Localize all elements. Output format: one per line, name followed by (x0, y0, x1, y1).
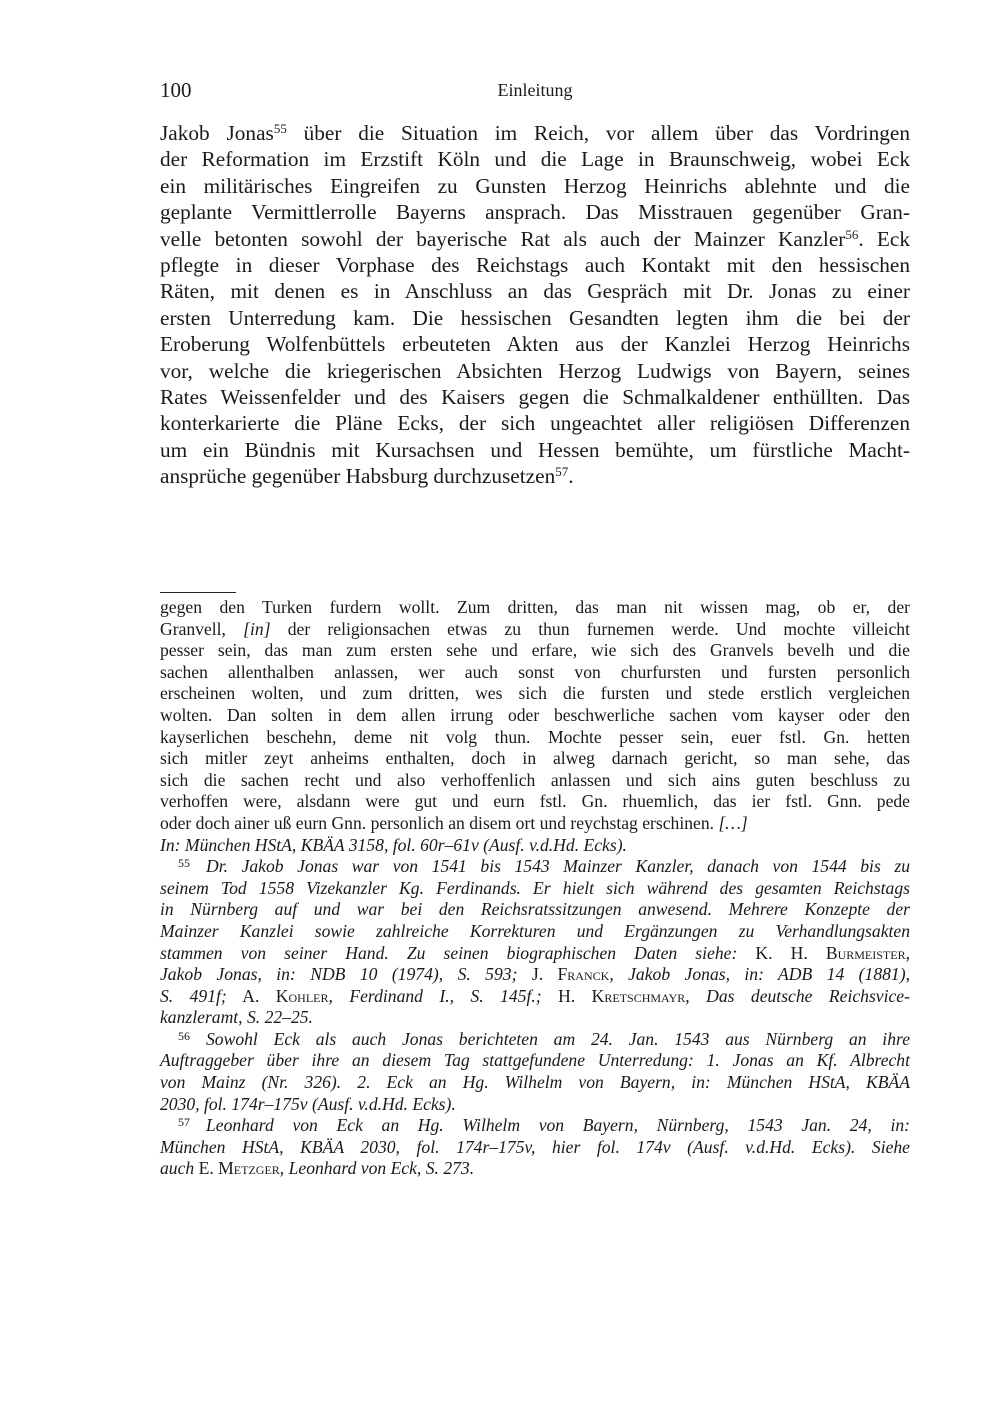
text-line: Räten, mit denen es in Anschluss an das Gespräch mit Dr. Jonas zu einer (160, 279, 910, 304)
footnote-56: 56 Sowohl Eck als auch Jonas berichteten am 24. Jan. 1543 aus Nürnberg an ihre Auftraggeber über ihre an diesem Tag stattgefundene Unterredung: 1. Jonas an Kf. Albrecht von Mainz (Nr. 326). 2. Eck an Hg. Wilhelm von Bayern, in: München HStA, KBÄA 2030, fol. 174r–175v (Ausf. v.d.Hd. Ecks). (160, 1028, 910, 1114)
footnote-ref-57[interactable]: 57 (555, 464, 569, 480)
footnote-ref-55[interactable]: 55 (273, 121, 287, 136)
main-text (160, 120, 910, 489)
text-line: geplante Vermittlerrolle Bayerns ansprach. Das Misstrauen gegenüber Gran- (160, 200, 910, 225)
text-line: vor, welche die kriegerischen Absichten Herzog Ludwigs von Bayern, seines (160, 358, 910, 383)
footnote-ref-56[interactable]: 56 (845, 226, 859, 242)
text-line: konterkarierte die Pläne Ecks, der sich ungeachtet aller religiösen Differenzen (160, 411, 910, 436)
text-line: pflegte in dieser Vorphase des Reichstags auch Kontakt mit den hessischen (160, 252, 910, 277)
page-number: 100 (160, 78, 192, 102)
text-line: der Reformation im Erzstift Köln und die Lage in Braunschweig, wobei Eck (160, 147, 910, 172)
footnote-57: 57 Leonhard von Eck an Hg. Wilhelm von Bayern, Nürnberg, 1543 Jan. 24, in: München HStA, KBÄA 2030, fol. 174r–175v, hier fol. 174v (Ausf. v.d.Hd. Ecks). Siehe auch E. Metzger, Leonhard von Eck, S. 273. (160, 1115, 910, 1179)
text-line: ein militärisches Eingreifen zu Gunsten Herzog Heinrichs ablehnte und die (160, 173, 910, 198)
text-line: ersten Unterredung kam. Die hessischen Gesandten legten ihm die bei der (160, 305, 910, 330)
text-line: Eroberung Wolfenbüttels erbeuteten Akten aus der Kanzlei Herzog Heinrichs (160, 332, 910, 357)
text-line: Rates Weissenfelder und des Kaisers gegen die Schmalkaldener enthüllten. Das (160, 384, 910, 409)
text-line: Jakob Jonas$^{55}$ über die Situation im Reich, vor allem über das Vordringen (160, 121, 910, 145)
footnote-continuation: gegen den Turken furdern wollt. Zum dritten, das man nit wissen mag, ob er, der Granvell, [in] der religionsachen etwas zu thun furnemen werde. Und mochte villeicht pesser sein, das man zum ersten sehe und erfare, wie sich des Granvels bevelh und die sachen allenthalben anlassen, wer auch sonst von churfursten und fursten personlich erscheinen wolten, und zum dritten, wes sich die fursten und stede erstlich vergleichen wolten. Dan solten in dem allen irrung oder beschwerliche sachen vom kayser oder den kayserlichen beschehn, deme nit volg thun. Mochte pesser sein, euer fstl. Gn. hetten sich mitler zeyt anheims enthalten, doch in alweg darnach gericht, so man sehe, das sich die sachen recht und also verhoffenlich anlassen und sich ains guten beschluss zu verhoffen were, alsdann were gut und eurn fstl. Gn. rhuemlich, das ier fstl. Gnn. pede oder doch ainer uß eurn Gnn. personlich an disem ort und reychstag erschinen. […] In: München HStA, KBÄA 3158, fol. 60r–61v (Ausf. v.d.Hd. Ecks). (160, 597, 910, 855)
footnotes (160, 597, 910, 1180)
text-line: um ein Bündnis mit Kursachsen und Hessen bemühte, um fürstliche Macht- (160, 437, 910, 462)
footnote-55: 55 Dr. Jakob Jonas war von 1541 bis 1543 Mainzer Kanzler, danach von 1544 bis zu seinem Tod 1558 Vizekanzler Kg. Ferdinands. Er hielt sich während des gesamten Reichstags in Nürnberg auf und war bei den Reichsratssitzungen anwesend. Mehrere Konzepte der Mainzer Kanzlei sowie zahlreiche Korrekturen und Ergänzungen zu Verhandlungsakten stammen von seiner Hand. Zu seinen biographischen Daten siehe: K. H. Burmeister, Jakob Jonas, in: NDB 10 (1974), S. 593; J. Franck, Jakob Jonas, in: ADB 14 (1881), S. 491f; A. Kohler, Ferdinand I., S. 145f.; H. Kretschmayr, Das deutsche Reichsvice- kanzleramt, S. 22–25. (160, 856, 910, 1028)
page-header (160, 78, 910, 108)
footnote-separator (160, 592, 236, 593)
text-line: velle betonten sowohl der bayerische Rat als auch der Mainzer Kanzler$^{56}$. Eck (160, 226, 910, 251)
text-line: ansprüche gegenüber Habsburg durchzusetzen$^{57}$. (160, 464, 574, 489)
running-head: Einleitung (497, 80, 573, 100)
